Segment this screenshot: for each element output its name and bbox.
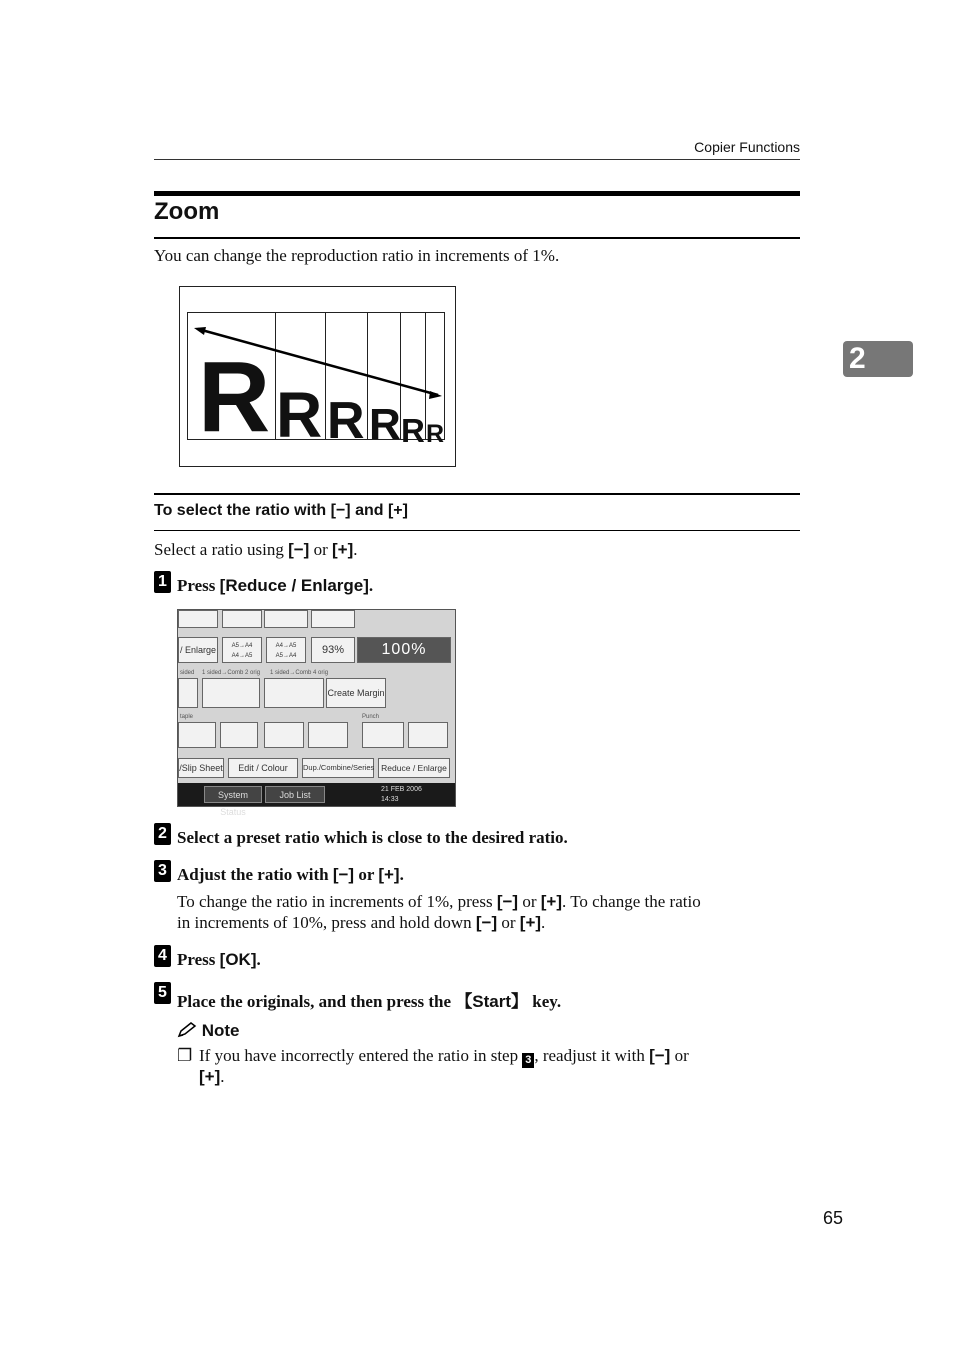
subsection-title [154, 502, 408, 520]
lead-text: . [353, 540, 358, 559]
punch-button [408, 722, 448, 748]
zoom-illustration [179, 286, 456, 467]
combine-2-button [202, 678, 260, 708]
step-3-text [177, 865, 404, 885]
step-text: . [368, 576, 374, 595]
r-letter: R [327, 392, 365, 450]
pencil-icon [177, 1022, 197, 1038]
screen-button [222, 610, 262, 628]
subsection-bottom-rule [154, 530, 800, 531]
job-list-button: Job List [265, 786, 325, 803]
plus-key-label: [+] [387, 502, 408, 519]
step-number: 1 [154, 571, 171, 593]
screen-icon-button [178, 678, 198, 708]
system-status-button: System Status [204, 786, 262, 803]
section-bottom-rule [154, 237, 800, 239]
note-heading [177, 1021, 240, 1041]
minus-key-label: [−] [288, 540, 310, 559]
screen-date: 21 FEB 2006 [381, 786, 422, 793]
header-rule [154, 159, 800, 160]
subsection-lead [154, 540, 358, 560]
step-reference: 3 [522, 1053, 534, 1068]
plus-key-label: [+] [332, 540, 354, 559]
zoom-illustration-frame [187, 312, 445, 453]
screen-tab: Edit / Colour [228, 758, 298, 778]
decrease-arrow-icon [188, 313, 444, 439]
page-number: 65 [823, 1208, 844, 1228]
note-item-line1 [199, 1046, 800, 1068]
section-title: Zoom [154, 198, 220, 225]
step-3-detail-line1 [177, 892, 800, 912]
note-text: If you have incorrectly entered the ratio in step [199, 1046, 523, 1065]
copier-screen [177, 609, 456, 817]
screen-tab: /Slip Sheet [178, 758, 224, 778]
step-3-detail-line2 [177, 913, 545, 933]
ok-key-label: [OK] [219, 950, 257, 969]
r-letter: R [401, 412, 425, 449]
r-letter-large: R [198, 341, 271, 453]
combine-4-button [264, 678, 324, 708]
reduce-enlarge-button: / Enlarge [178, 637, 218, 663]
r-letter: R [369, 400, 401, 449]
screen-button [178, 610, 218, 628]
step-4-text [177, 950, 261, 970]
step-text: Adjust the ratio with [177, 865, 333, 884]
detail-text: To change the ratio in increments of 1%, press [177, 892, 497, 911]
detail-text: in increments of 10%, press and hold down [177, 913, 476, 932]
screen-time: 14:33 [381, 796, 399, 803]
step-number: 5 [154, 982, 171, 1004]
detail-text: . To change the ratio [562, 892, 701, 911]
plus-key-label: [+] [540, 892, 562, 911]
screen-label: sided [180, 670, 195, 676]
running-header: Copier Functions [694, 139, 800, 155]
section-top-rule [154, 191, 800, 196]
start-key-label: 【Start】 [455, 992, 529, 1011]
punch-button [362, 722, 404, 748]
screen-label: 1 sided→Comb 4 orig [270, 670, 329, 676]
note-heading-text: Note [201, 1021, 240, 1040]
step-text: Press [177, 576, 220, 595]
step-text: . [256, 950, 261, 969]
minus-key-label: [−] [332, 865, 355, 884]
step-number: 2 [154, 823, 171, 845]
screen-button [311, 610, 355, 628]
subsection-title-text: To select the ratio with [154, 502, 331, 519]
step-text: Place the originals, and then press the [177, 992, 456, 1011]
staple-button [308, 722, 348, 748]
step-1-text [177, 576, 373, 596]
note-text: or [670, 1046, 689, 1065]
ratio-93-button: 93% [311, 637, 355, 663]
step-5-text [177, 987, 561, 1012]
plus-key-label: [+] [378, 865, 400, 884]
ratio-preset-button: A4→A5 A5→A4 [266, 637, 306, 663]
section-intro: You can change the reproduction ratio in increments of 1%. [154, 246, 560, 265]
detail-text: or [518, 892, 541, 911]
create-margin-button: Create Margin [326, 678, 386, 708]
screen-button [264, 610, 308, 628]
step-number: 4 [154, 945, 171, 967]
subsection-top-rule [154, 493, 800, 495]
detail-text: . [541, 913, 546, 932]
r-letter-small: R [426, 420, 445, 448]
step-text: Press [177, 950, 220, 969]
r-letter: R [276, 379, 323, 451]
screen-label: Punch [362, 714, 380, 720]
ratio-preset-button: A5→A4 A4→A5 [222, 637, 262, 663]
subsection-title-text: and [350, 502, 388, 519]
lead-text: or [309, 540, 332, 559]
screen-label: 1 sided→Comb 2 orig [202, 670, 261, 676]
staple-button [264, 722, 304, 748]
minus-key-label: [−] [649, 1046, 671, 1065]
minus-key-label: [−] [475, 913, 498, 932]
screen-label: taple [180, 714, 194, 720]
staple-button [178, 722, 216, 748]
step-2-text: Select a preset ratio which is close to the desired ratio. [177, 828, 568, 847]
checkbox-icon: ❐ [177, 1046, 193, 1065]
screen-tab-reduce-enlarge: Reduce / Enlarge [378, 758, 450, 778]
screen-tab: Dup./Combine/Series [302, 758, 374, 778]
chapter-tab: 2 [843, 341, 913, 377]
plus-key-label: [+] [199, 1067, 221, 1086]
step-text: key. [528, 992, 562, 1011]
detail-text: or [497, 913, 520, 932]
note-item-line2 [199, 1067, 225, 1087]
ratio-100-display: 100% [357, 637, 451, 663]
minus-key-label: [−] [330, 502, 351, 519]
lead-text: Select a ratio using [154, 540, 289, 559]
screen-status-bar [178, 783, 455, 817]
note-text: . [220, 1067, 225, 1086]
step-number: 3 [154, 860, 171, 882]
minus-key-label: [−] [496, 892, 519, 911]
reduce-enlarge-key-label: [Reduce / Enlarge] [219, 576, 369, 595]
step-text: . [399, 865, 404, 884]
note-text: , readjust it with [534, 1046, 650, 1065]
plus-key-label: [+] [519, 913, 542, 932]
staple-button [220, 722, 258, 748]
step-text: or [354, 865, 379, 884]
